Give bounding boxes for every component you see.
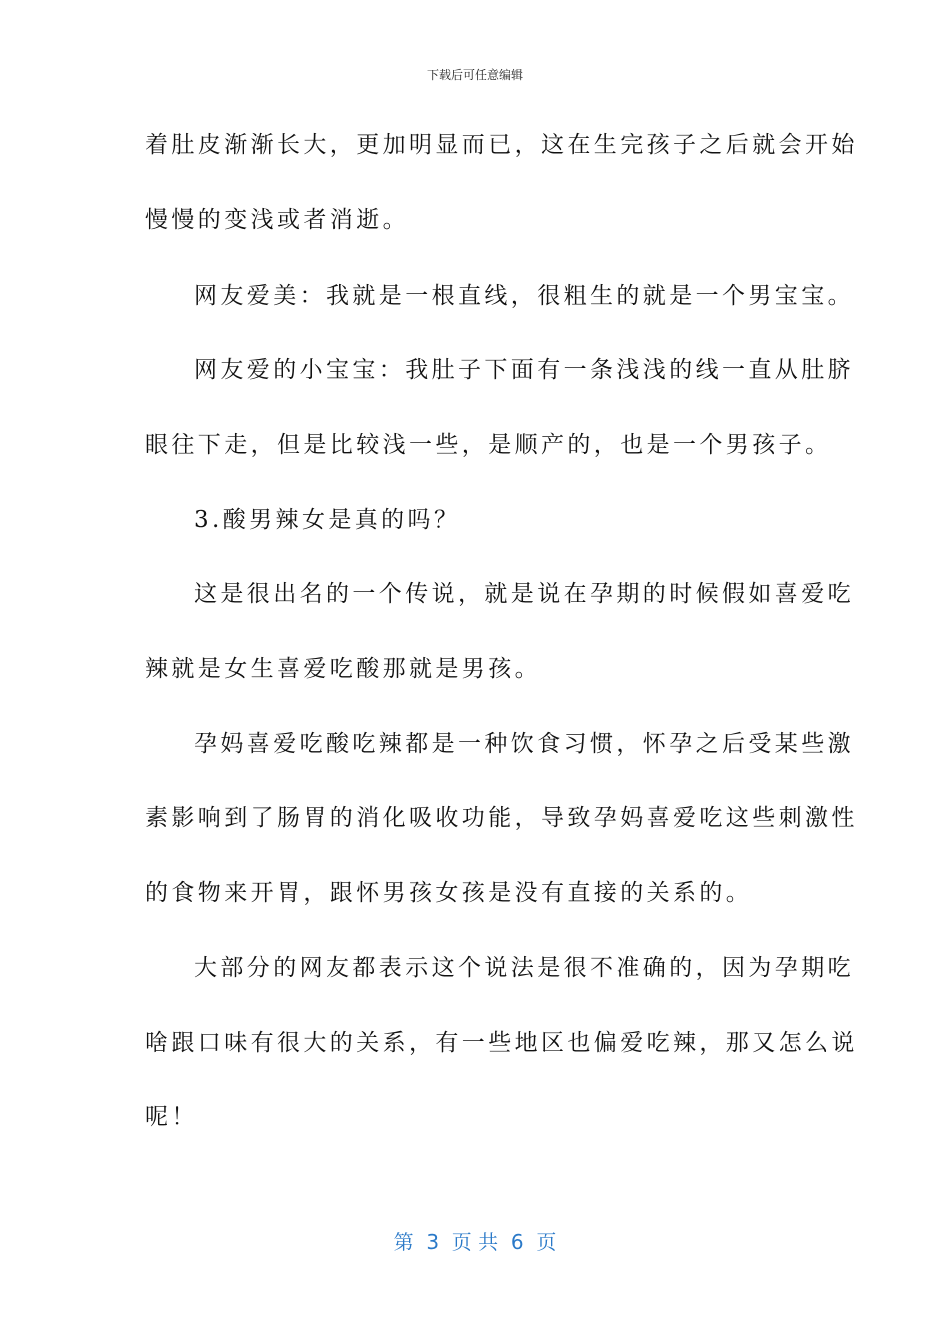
paragraph-line: 啥跟口味有很大的关系，有一些地区也偏爱吃辣，那又怎么说 — [145, 1030, 858, 1056]
paragraph-line: 这是很出名的一个传说，就是说在孕期的时候假如喜爱吃 — [194, 581, 854, 607]
paragraph-line: 眼往下走，但是比较浅一些，是顺产的，也是一个男孩子。 — [145, 432, 832, 458]
section-heading: 3.酸男辣女是真的吗？ — [194, 507, 461, 533]
paragraph-line: 素影响到了肠胃的消化吸收功能，导致孕妈喜爱吃这些刺激性 — [145, 805, 858, 831]
header-note: 下载后可任意编辑 — [426, 68, 523, 82]
paragraph-line: 呢！ — [145, 1104, 198, 1130]
paragraph-line: 辣就是女生喜爱吃酸那就是男孩。 — [145, 656, 541, 682]
paragraph-line: 着肚皮渐渐长大，更加明显而已，这在生完孩子之后就会开始 — [145, 132, 858, 158]
paragraph-line: 慢慢的变浅或者消逝。 — [145, 207, 409, 233]
paragraph-line: 网友爱的小宝宝：我肚子下面有一条浅浅的线一直从肚脐 — [194, 357, 854, 383]
page-number-footer: 第 3 页 共 6 页 — [393, 1230, 557, 1254]
paragraph-line: 孕妈喜爱吃酸吃辣都是一种饮食习惯，怀孕之后受某些激 — [194, 731, 854, 757]
paragraph-line: 大部分的网友都表示这个说法是很不准确的，因为孕期吃 — [194, 955, 854, 981]
paragraph-line: 网友爱美：我就是一根直线，很粗生的就是一个男宝宝。 — [194, 283, 854, 309]
paragraph-line: 的食物来开胃，跟怀男孩女孩是没有直接的关系的。 — [145, 880, 753, 906]
